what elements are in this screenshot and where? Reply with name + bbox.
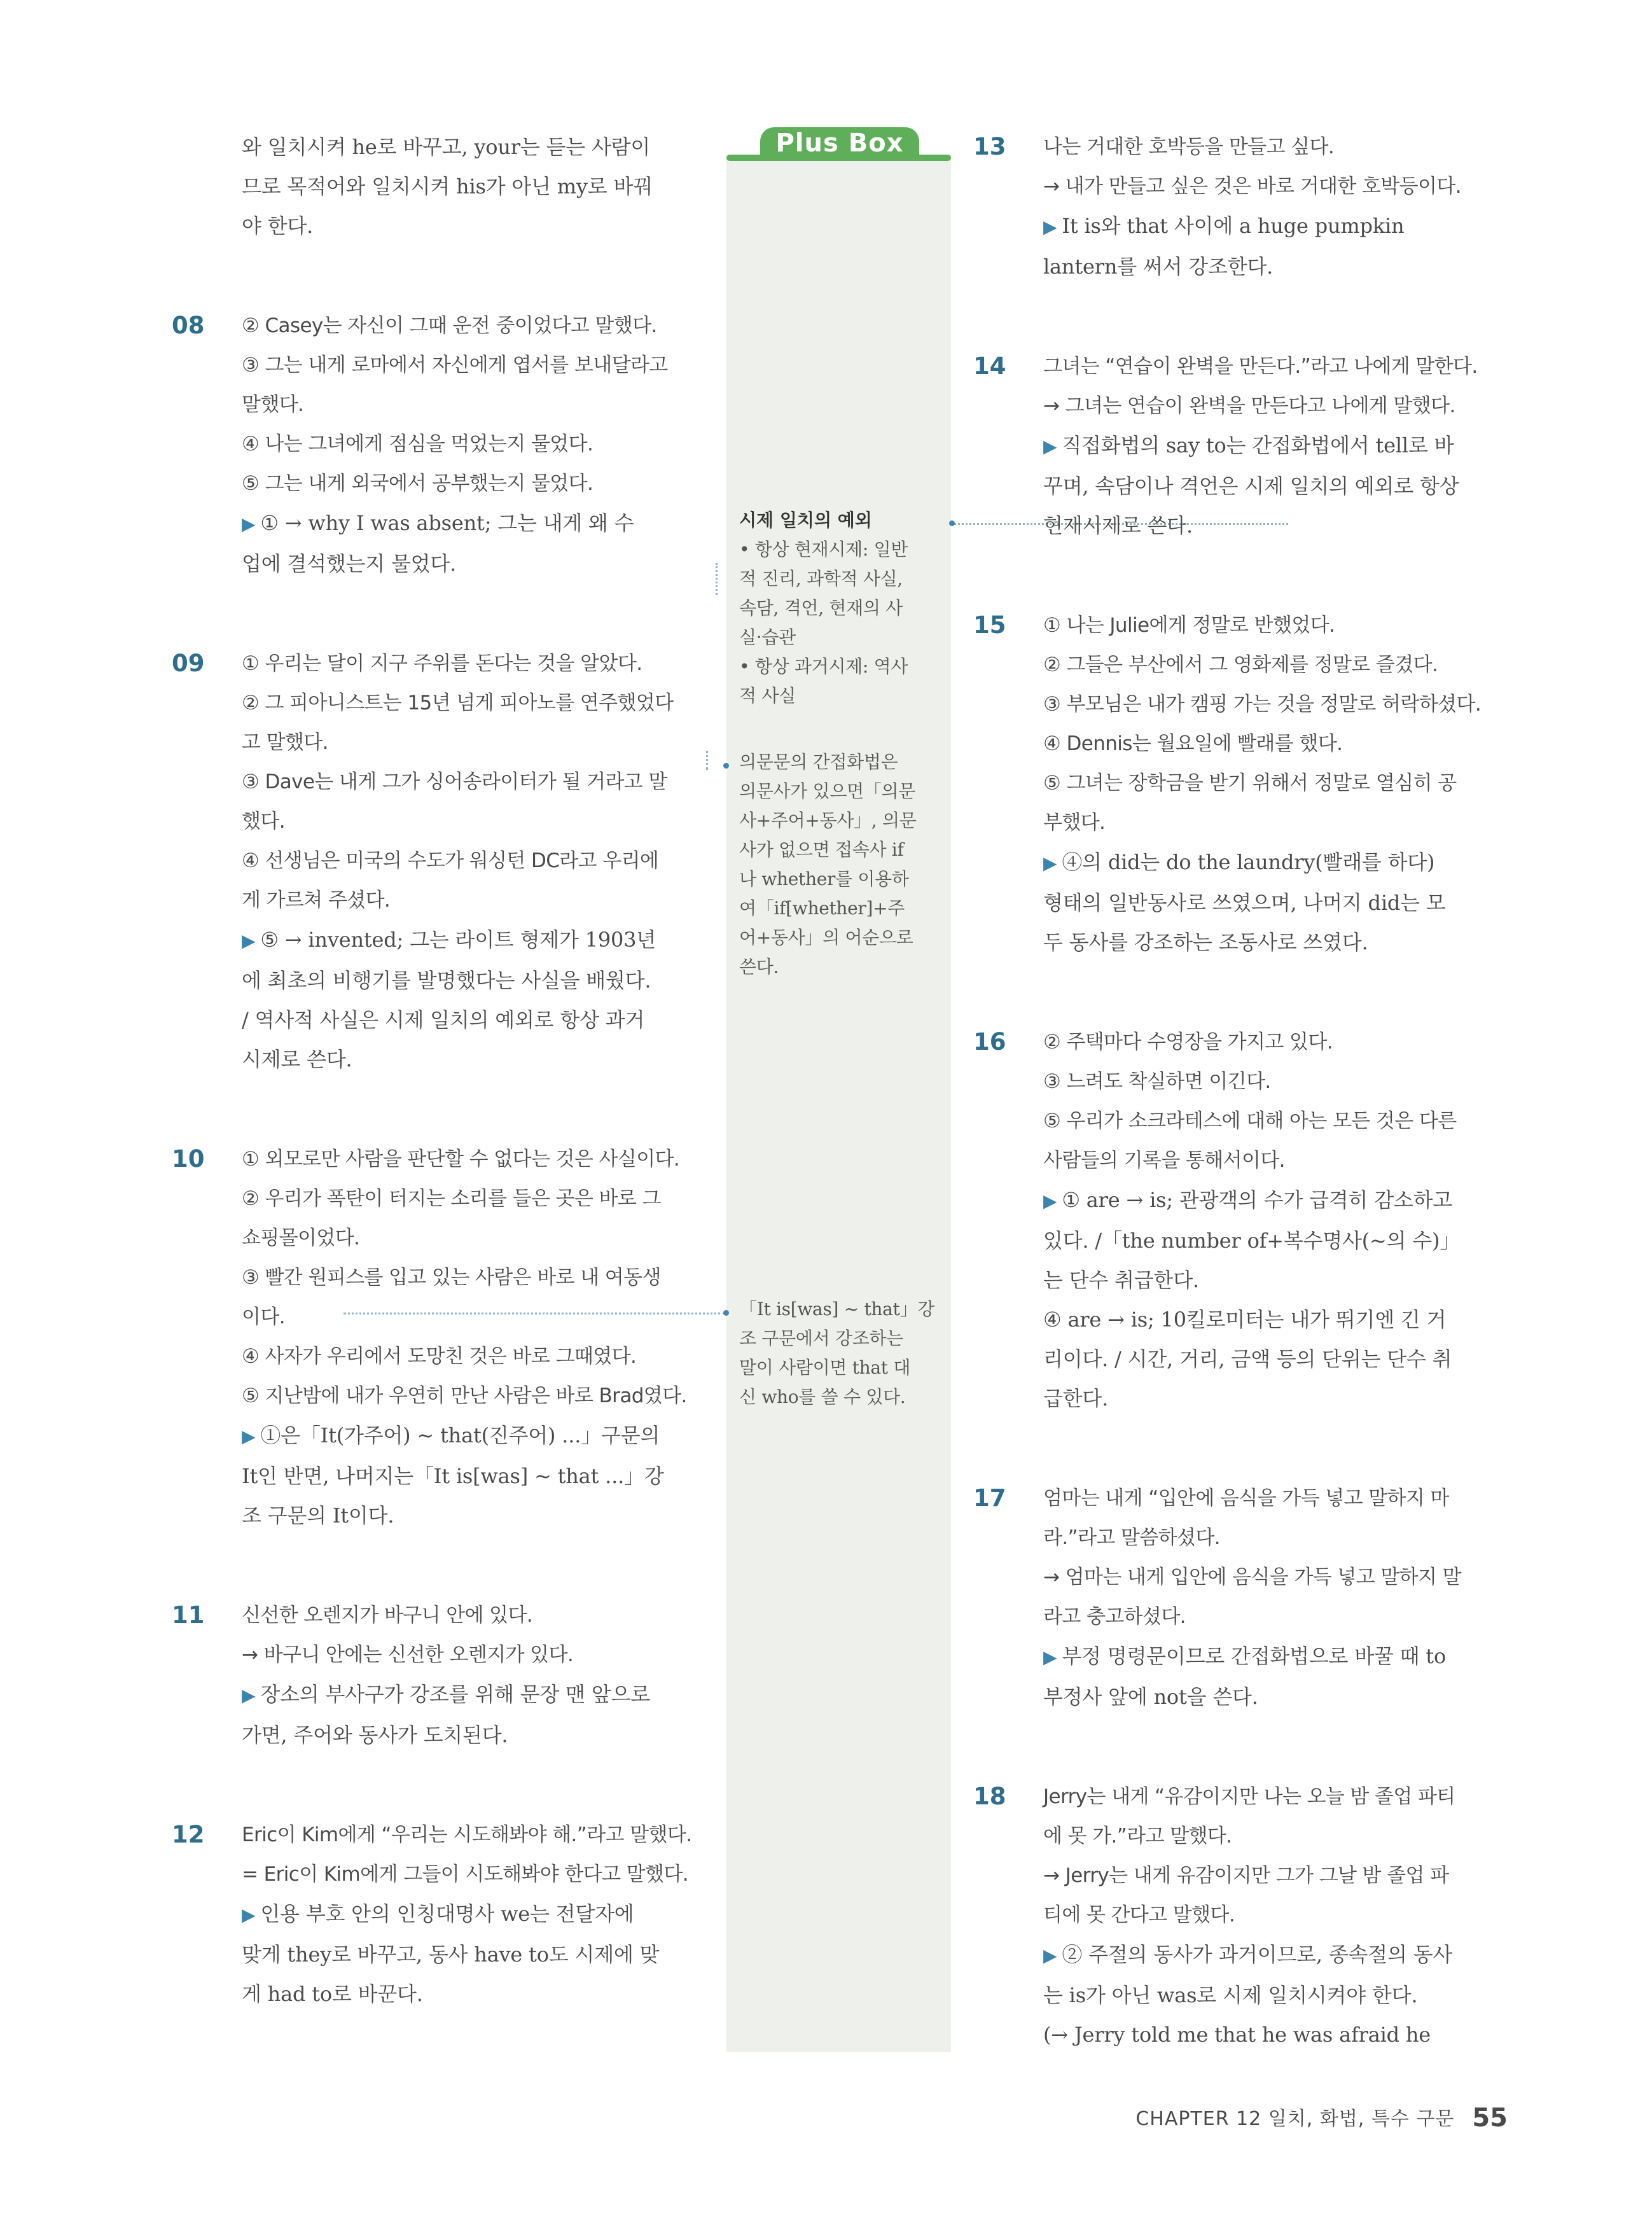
play-triangle-icon: ▶: [1043, 853, 1057, 874]
plus-note-body: [739, 1295, 943, 1412]
answer-line: 티에 못 간다고 말했다.: [1043, 1904, 1235, 1927]
explanation-text: ① are → is; 관광객의 수가 급격히 감소하고: [1062, 1188, 1453, 1212]
answer-line: → Jerry는 내게 유감이지만 그가 그날 밤 졸업 파: [1043, 1864, 1449, 1887]
plus-note-line: 「It is[was] ~ that」강: [739, 1299, 934, 1320]
answer-line: 나는 거대한 호박등을 만들고 싶다.: [1043, 136, 1335, 158]
plus-note-line: 조 구문에서 강조하는: [739, 1328, 903, 1349]
answer-line: ① 우리는 달이 지구 주위를 돈다는 것을 알았다.: [242, 652, 642, 675]
explanation-line: [1043, 206, 1505, 247]
explanation-text: ④ are → is; 10킬로미터는 내가 뛰기엔 긴 거: [1043, 1307, 1447, 1332]
explanation-line: [1043, 466, 1505, 506]
answer-line: ② Casey는 자신이 그때 운전 중이었다고 말했다.: [242, 314, 657, 337]
plus-note-line: • 항상 과거시제: 역사: [739, 656, 908, 677]
leader-dot: [949, 520, 955, 526]
plus-note-tense-exception: [739, 506, 943, 711]
answer-line: → 내가 만들고 싶은 것은 바로 거대한 호박등이다.: [1043, 175, 1461, 198]
explanation-line: [1043, 923, 1505, 962]
play-triangle-icon: ▶: [242, 930, 256, 951]
plus-note-line: 적 진리, 과학적 사실,: [739, 568, 903, 589]
answer-item-08: [172, 306, 706, 583]
answer-line: ⑤ 그는 내게 외국에서 공부했는지 물었다.: [242, 472, 593, 495]
answer-line: ② 그들은 부산에서 그 영화제를 정말로 즐겼다.: [1043, 653, 1438, 676]
answer-line: ⑤ 우리가 소크라테스에 대해 아는 모든 것은 다른: [1043, 1110, 1457, 1132]
plus-note-line: 사+주어+동사」, 의문: [739, 810, 917, 831]
item-number: 09: [172, 650, 205, 677]
explanation-line: 므로 목적어와 일치시켜 his가 아닌 my로 바꿔: [242, 174, 653, 199]
explanation-text: 장소의 부사구가 강조를 위해 문장 맨 앞으로: [260, 1682, 650, 1706]
leader-dot: [723, 763, 729, 769]
explanation-line: [1043, 1339, 1505, 1379]
right-column: [973, 127, 1505, 2115]
plus-note-title: 시제 일치의 예외: [739, 510, 872, 531]
plus-box-title: Plus Box: [760, 127, 919, 159]
item-number: 15: [973, 611, 1006, 639]
answer-item-12: [172, 1815, 706, 2014]
answer-line: 라고 충고하셨다.: [1043, 1605, 1186, 1628]
leader-dot: [723, 1310, 729, 1316]
explanation-line: [1043, 1180, 1505, 1221]
explanation-text: 급한다.: [1043, 1386, 1109, 1411]
explanation-text: 현재시제로 쓴다.: [1043, 513, 1193, 538]
plus-note-line: 나 whether를 이용하: [739, 868, 909, 889]
explanation-line: [242, 1496, 706, 1535]
explanation-text: ①은「It(가주어) ~ that(진주어) ...」구문의: [260, 1423, 660, 1447]
explanation-line: 야 한다.: [242, 214, 314, 238]
play-triangle-icon: ▶: [242, 1685, 256, 1706]
answer-line: ③ 느려도 착실하면 이긴다.: [1043, 1070, 1271, 1093]
explanation-line: [242, 1894, 706, 1935]
answer-line: 쇼핑몰이었다.: [242, 1227, 360, 1250]
answer-item-10: [172, 1139, 706, 1535]
plus-note-line: • 항상 현재시제: 일반: [739, 539, 908, 560]
explanation-line: [1043, 883, 1505, 923]
answer-line: ① 나는 Julie에게 정말로 반했었다.: [1043, 614, 1335, 637]
play-triangle-icon: ▶: [1043, 1190, 1057, 1211]
answer-line: Jerry는 내게 “유감이지만 나는 오늘 밤 졸업 파티: [1043, 1785, 1455, 1808]
explanation-text: 에 최초의 비행기를 발명했다는 사실을 배웠다.: [242, 968, 651, 993]
item-number: 17: [973, 1484, 1006, 1512]
explanation-line: [1043, 1300, 1505, 1339]
explanation-text: ① → why I was absent; 그는 내게 왜 수: [260, 511, 634, 535]
play-triangle-icon: ▶: [242, 1904, 256, 1925]
answer-line: 에 못 가.”라고 말했다.: [1043, 1825, 1232, 1848]
explanation-line: [1043, 1260, 1505, 1300]
plus-note-line: 속담, 격언, 현재의 사: [739, 597, 903, 618]
plus-note-line: 실·습관: [739, 627, 796, 648]
explanation-line: [1043, 1636, 1505, 1677]
answer-line: ⑤ 그녀는 장학금을 받기 위해서 정말로 열심히 공: [1043, 772, 1457, 795]
answer-line: ④ 사자가 우리에서 도망친 것은 바로 그때였다.: [242, 1345, 637, 1368]
explanation-line: [242, 503, 706, 544]
plus-note-line: 쓴다.: [739, 956, 779, 977]
answer-line: 라.”라고 말씀하셨다.: [1043, 1526, 1220, 1549]
answer-line: 했다.: [242, 810, 285, 833]
item-number: 10: [172, 1145, 205, 1173]
answer-line: 엄마는 내게 “입안에 음식을 가득 넣고 말하지 마: [1043, 1487, 1449, 1510]
explanation-text: 부정 명령문이므로 간접화법으로 바꿀 때 to: [1062, 1644, 1447, 1668]
chapter-label: CHAPTER 12 일치, 화법, 특수 구문: [1135, 2108, 1455, 2130]
answer-line: 사람들의 기록을 통해서이다.: [1043, 1149, 1285, 1172]
explanation-text: 시제로 쓴다.: [242, 1047, 352, 1071]
explanation-line: [1043, 1221, 1505, 1260]
answer-line: 이다.: [242, 1306, 285, 1328]
plus-note-indirect-question: [739, 748, 943, 982]
item-number: 18: [973, 1783, 1006, 1810]
explanation-line: [242, 544, 706, 583]
answer-line: ③ Dave는 내게 그가 싱어송라이터가 될 거라고 말: [242, 770, 667, 793]
explanation-line: [1043, 426, 1505, 466]
answer-item-14: [973, 347, 1505, 545]
explanation-line: [242, 1935, 706, 1974]
explanation-line: [242, 920, 706, 961]
answer-line: ⑤ 지난밤에 내가 우연히 만난 사람은 바로 Brad였다.: [242, 1384, 687, 1407]
explanation-line: [242, 1715, 706, 1755]
answer-line: → 그녀는 연습이 완벽을 만든다고 나에게 말했다.: [1043, 394, 1455, 417]
explanation-text: 조 구문의 It이다.: [242, 1503, 394, 1528]
play-triangle-icon: ▶: [242, 513, 256, 534]
plus-note-line: 의문문의 간접화법은: [739, 751, 898, 772]
answer-line: ③ 그는 내게 로마에서 자신에게 엽서를 보내달라고: [242, 354, 668, 377]
explanation-line: [1043, 506, 1505, 545]
explanation-line: [242, 1000, 706, 1040]
item-number: 14: [973, 352, 1006, 380]
play-triangle-icon: ▶: [1043, 436, 1057, 457]
explanation-line: 와 일치시켜 he로 바꾸고, your는 듣는 사람이: [242, 135, 651, 159]
explanation-line: [242, 1974, 706, 2014]
plus-note-it-that-emphasis: [739, 1295, 943, 1412]
explanation-line: [242, 1416, 706, 1456]
explanation-text: It인 반면, 나머지는「It is[was] ~ that ...」강: [242, 1464, 664, 1488]
explanation-text: lantern를 써서 강조한다.: [1043, 254, 1274, 279]
explanation-text: 형태의 일반동사로 쓰였으며, 나머지 did는 모: [1043, 891, 1446, 915]
answer-line: ③ 빨간 원피스를 입고 있는 사람은 바로 내 여동생: [242, 1266, 661, 1289]
page-number: 55: [1472, 2103, 1508, 2133]
item-number: 16: [973, 1028, 1006, 1056]
item-number: 11: [172, 1601, 205, 1629]
answer-line: ③ 부모님은 내가 캠핑 가는 것을 정말로 허락하셨다.: [1043, 693, 1482, 716]
explanation-text: 리이다. / 시간, 거리, 금액 등의 단위는 단수 취: [1043, 1347, 1452, 1371]
answer-item-18: [973, 1777, 1505, 2054]
answer-line: ② 우리가 폭탄이 터지는 소리를 들은 곳은 바로 그: [242, 1187, 661, 1210]
explanation-line: [1043, 1976, 1505, 2015]
explanation-text: (→ Jerry told me that he was afraid he: [1043, 2023, 1431, 2047]
explanation-line: [1043, 1935, 1505, 1976]
explanation-line: [1043, 2015, 1505, 2054]
item-number: 12: [172, 1821, 205, 1848]
explanation-text: 는 단수 취급한다.: [1043, 1268, 1199, 1292]
explanation-line: [1043, 842, 1505, 883]
item-number: 13: [973, 133, 1006, 160]
explanation-text: / 역사적 사실은 시제 일치의 예외로 항상 과거: [242, 1008, 645, 1032]
explanation-text: It is와 that 사이에 a huge pumpkin: [1062, 214, 1405, 238]
answer-line: 고 말했다.: [242, 731, 328, 754]
answer-item-13: [973, 127, 1505, 286]
answer-line: ④ Dennis는 월요일에 빨래를 했다.: [1043, 732, 1343, 755]
answer-line: ④ 나는 그녀에게 점심을 먹었는지 물었다.: [242, 433, 593, 456]
plus-box-panel: [726, 156, 951, 2052]
explanation-text: 는 is가 아닌 was로 시제 일치시켜야 한다.: [1043, 1983, 1418, 2007]
explanation-text: 가면, 주어와 동사가 도치된다.: [242, 1723, 508, 1747]
answer-continuation: [172, 127, 706, 246]
explanation-text: ② 주절의 동사가 과거이므로, 종속절의 동사: [1062, 1942, 1453, 1967]
answer-item-11: [172, 1596, 706, 1755]
explanation-text: ④의 did는 do the laundry(빨래를 하다): [1062, 850, 1435, 874]
play-triangle-icon: ▶: [242, 1426, 256, 1447]
answer-line: ① 외모로만 사람을 판단할 수 없다는 것은 사실이다.: [242, 1148, 680, 1171]
answer-line: 그녀는 “연습이 완벽을 만든다.”라고 나에게 말한다.: [1043, 355, 1478, 378]
plus-note-line: 어+동사」의 어순으로: [739, 927, 913, 948]
answer-item-09: [172, 644, 706, 1079]
plus-note-line: 적 사실: [739, 685, 796, 706]
item-number: 08: [172, 312, 205, 339]
explanation-text: 꾸며, 속담이나 격언은 시제 일치의 예외로 항상: [1043, 474, 1459, 498]
explanation-text: 업에 결석했는지 물었다.: [242, 552, 457, 576]
answer-item-16: [973, 1022, 1505, 1418]
explanation-text: 있다. /「the number of+복수명사(~의 수)」: [1043, 1229, 1461, 1253]
explanation-text: 맞게 they로 바꾸고, 동사 have to도 시제에 맞: [242, 1942, 660, 1967]
explanation-text: 두 동사를 강조하는 조동사로 쓰였다.: [1043, 930, 1368, 954]
explanation-line: [242, 1675, 706, 1715]
explanation-line: [1043, 247, 1505, 286]
answer-line: 부했다.: [1043, 811, 1106, 834]
explanation-text: 인용 부호 안의 인칭대명사 we는 전달자에: [260, 1902, 634, 1926]
answer-line: 신선한 오렌지가 바구니 안에 있다.: [242, 1604, 533, 1627]
answer-line: ④ 선생님은 미국의 수도가 워싱턴 DC라고 우리에: [242, 849, 659, 872]
explanation-text: 직접화법의 say to는 간접화법에서 tell로 바: [1062, 433, 1454, 457]
plus-note-body: [739, 748, 943, 982]
plus-note-line: 의문사가 있으면「의문: [739, 781, 916, 802]
plus-note-line: 여「if[whether]+주: [739, 898, 905, 919]
plus-note-body: [739, 535, 943, 711]
answer-item-15: [973, 606, 1505, 962]
explanation-line: [1043, 1677, 1505, 1717]
left-column: [172, 127, 706, 2074]
explanation-text: 부정사 앞에 not을 쓴다.: [1043, 1685, 1258, 1709]
explanation-line: [242, 1456, 706, 1496]
answer-line: Eric이 Kim에게 “우리는 시도해봐야 해.”라고 말했다.: [242, 1823, 692, 1846]
explanation-text: ⑤ → invented; 그는 라이트 형제가 1903년: [260, 928, 656, 952]
answer-line: 게 가르쳐 주셨다.: [242, 889, 391, 912]
plus-note-line: 신 who를 쓸 수 있다.: [739, 1386, 906, 1407]
answer-line: → 바구니 안에는 신선한 오렌지가 있다.: [242, 1643, 574, 1666]
answer-line: ② 그 피아니스트는 15년 넘게 피아노를 연주했었다: [242, 692, 674, 714]
explanation-line: [242, 1040, 706, 1079]
explanation-line: [1043, 1379, 1505, 1418]
answer-line: = Eric이 Kim에게 그들이 시도해봐야 한다고 말했다.: [242, 1863, 688, 1886]
explanation-text: 게 had to로 바꾼다.: [242, 1982, 423, 2006]
play-triangle-icon: ▶: [1043, 216, 1057, 237]
answer-line: → 엄마는 내게 입안에 음식을 가득 넣고 말하지 말: [1043, 1566, 1461, 1589]
plus-note-line: 사가 없으면 접속사 if: [739, 839, 904, 860]
plus-note-line: 말이 사람이면 that 대: [739, 1357, 911, 1378]
answer-item-17: [973, 1479, 1505, 1717]
answer-line: ② 주택마다 수영장을 가지고 있다.: [1043, 1031, 1333, 1054]
leader-line: [706, 563, 718, 595]
answer-line: 말했다.: [242, 393, 304, 416]
play-triangle-icon: ▶: [1043, 1945, 1057, 1966]
play-triangle-icon: ▶: [1043, 1647, 1057, 1668]
explanation-line: [242, 961, 706, 1000]
page-footer: [1018, 2103, 1508, 2133]
